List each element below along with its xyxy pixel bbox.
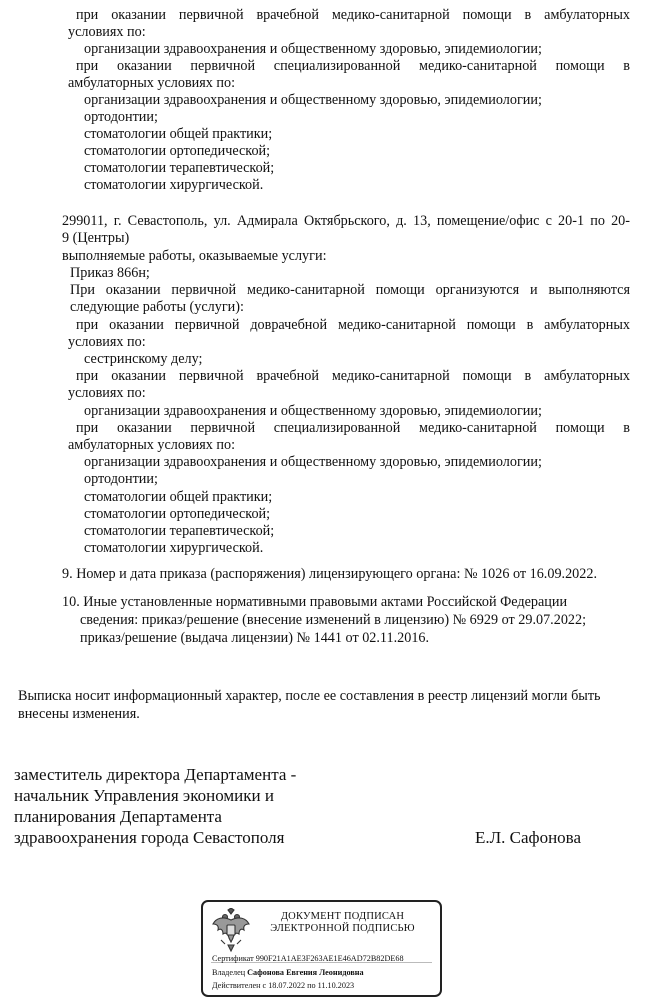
text-line: амбулаторных условиях по: [68,437,236,453]
text-line: стоматологии терапевтической; [84,160,275,176]
signatory-position: заместитель директора Департамента - [14,765,297,784]
text-line: стоматологии общей практики; [84,489,273,505]
text-line: условиях по: [68,334,146,350]
text-line: при оказании первичной врачебной медико-санитарной помощи в амбулаторных [76,368,630,384]
text-line: при оказании первичной доврачебной медико-санитарной помощи в амбулаторных [76,317,630,333]
text-line: условиях по: [68,385,146,401]
text-line: Приказ 866н; [70,265,150,281]
certificate-row [212,954,404,964]
signatory-position: начальник Управления экономики и [14,786,274,805]
item-10-line: 10. Иные установленные нормативными правовыми актами Российской Федерации [62,594,568,610]
note-line: Выписка носит информационный характер, после ее составления в реестр лицензий могли быть [18,688,601,704]
text-line: При оказании первичной медико-санитарной помощи организуются и выполняются [70,282,630,298]
address-line: 9 (Центры) [62,230,130,246]
item-10-line: сведения: приказ/решение (внесение изменений в лицензию) № 6929 от 29.07.2022; [80,612,587,628]
text-line: стоматологии ортопедической; [84,506,271,522]
text-line: следующие работы (услуги): [70,299,244,315]
owner-row [212,968,364,978]
note-line: внесены изменения. [18,706,140,722]
text-line: при оказании первичной специализированной медико-санитарной помощи в [76,58,630,74]
text-line: сестринскому делу; [84,351,203,367]
text-line: организации здравоохранения и общественному здоровью, эпидемиологии; [84,92,542,108]
signatory-position: планирования Департамента [14,807,222,826]
item-10-line: приказ/решение (выдача лицензии) № 1441 от 02.11.2016. [80,630,430,646]
text-line: выполняемые работы, оказываемые услуги: [62,248,327,264]
coat-of-arms-icon [211,908,251,954]
electronic-signature-stamp [201,900,442,997]
stamp-title: ЭЛЕКТРОННОЙ ПОДПИСЬЮ [270,923,415,934]
text-line: организации здравоохранения и общественному здоровью, эпидемиологии; [84,403,542,419]
stamp-title: ДОКУМЕНТ ПОДПИСАН [280,911,405,922]
owner-name: Сафонова Евгения Леонидовна [247,968,364,977]
text-line: ортодонтии; [84,471,158,487]
signatory-position: здравоохранения города Севастополя [14,828,285,847]
text-line: организации здравоохранения и общественному здоровью, эпидемиологии; [84,41,542,57]
owner-label: Владелец [212,968,246,977]
signatory-name: Е.Л. Сафонова [475,828,582,847]
validity-period: Действителен с 18.07.2022 по 11.10.2023 [212,981,355,990]
text-line: условиях по: [68,24,146,40]
text-line: организации здравоохранения и общественному здоровью, эпидемиологии; [84,454,542,470]
text-line: при оказании первичной врачебной медико-санитарной помощи в амбулаторных [76,7,630,23]
text-line: ортодонтии; [84,109,158,125]
text-line: при оказании первичной специализированной медико-санитарной помощи в [76,420,630,436]
item-9-order: 9. Номер и дата приказа (распоряжения) лицензирующего органа: № 1026 от 16.09.2022. [62,566,598,582]
text-line: амбулаторных условиях по: [68,75,236,91]
certificate-number: 990F21A1AE3F263AE1E46AD72B82DE68 [255,954,404,963]
text-line: стоматологии хирургической. [84,540,264,556]
text-line: стоматологии общей практики; [84,126,273,142]
address-line: 299011, г. Севастополь, ул. Адмирала Октябрьского, д. 13, помещение/офис с 20-1 по 20- [62,213,630,229]
text-line: стоматологии ортопедической; [84,143,271,159]
text-line: стоматологии хирургической. [84,177,264,193]
text-line: стоматологии терапевтической; [84,523,275,539]
certificate-label: Сертификат [212,954,254,963]
